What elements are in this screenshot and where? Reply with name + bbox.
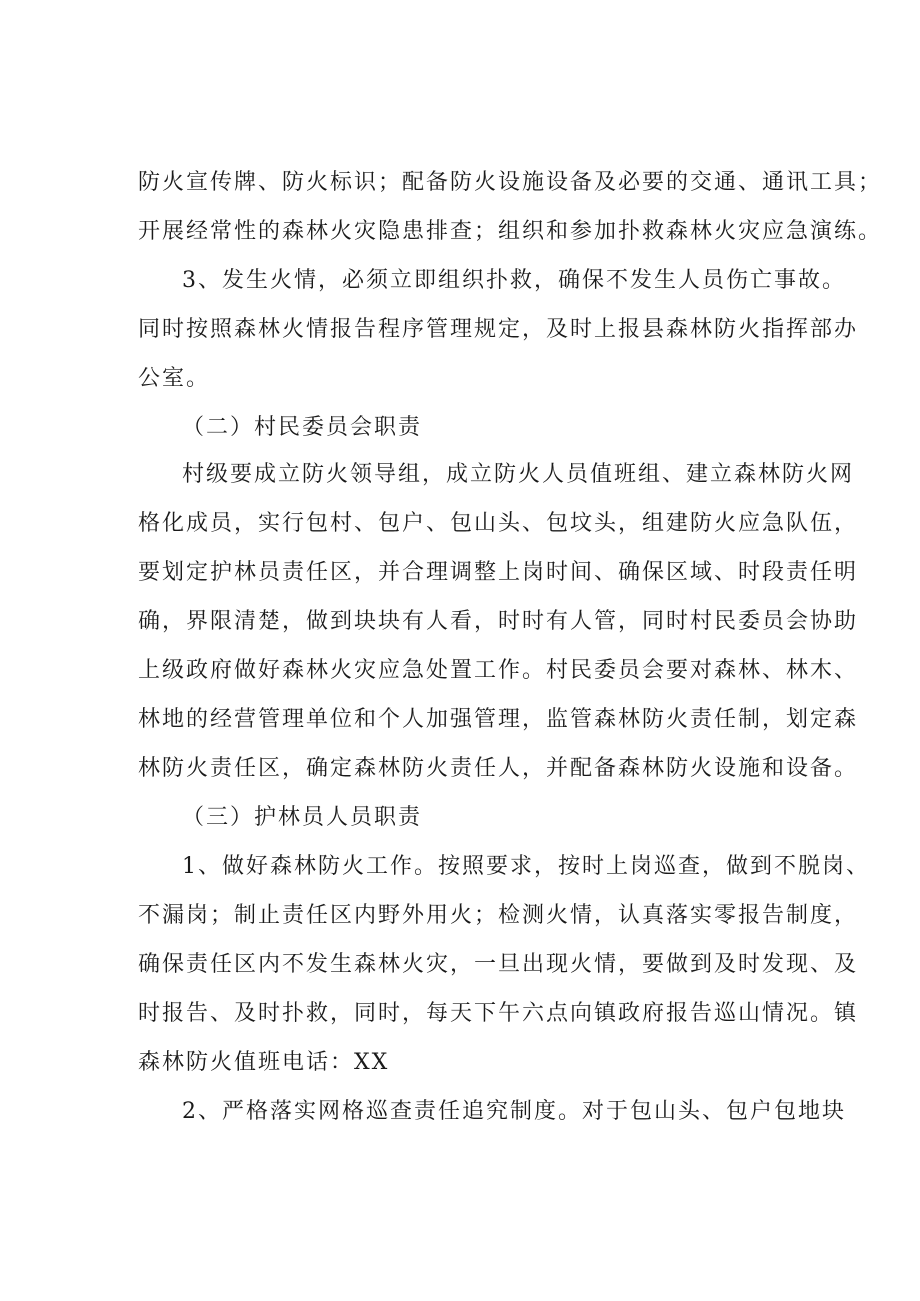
section-heading: （三）护林员人员职责 xyxy=(182,805,423,830)
body-text-line: 同时按照森林火情报告程序管理规定，及时上报县森林防火指挥部办 xyxy=(138,317,859,342)
body-text-line: 时报告、及时扑救，同时，每天下午六点向镇政府报告巡山情况。镇 xyxy=(138,1001,859,1026)
body-text-line: 3、发生火情，必须立即组织扑救，确保不发生人员伤亡事故。 xyxy=(182,268,846,293)
body-text-line: 开展经常性的森林火灾隐患排查；组织和参加扑救森林火灾应急演练。 xyxy=(138,219,883,244)
body-text-line: 森林防火值班电话：XX xyxy=(138,1050,390,1075)
body-text-line: 格化成员，实行包村、包户、包山头、包坟头，组建防火应急队伍， xyxy=(138,511,859,536)
body-text-line: 2、严格落实网格巡查责任追究制度。对于包山头、包户包地块 xyxy=(182,1099,846,1124)
body-text-line: 林地的经营管理单位和个人加强管理，监管森林防火责任制，划定森 xyxy=(138,707,859,732)
body-text-line: 要划定护林员责任区，并合理调整上岗时间、确保区域、时段责任明 xyxy=(138,560,859,585)
body-text-line: 不漏岗；制止责任区内野外用火；检测火情，认真落实零报告制度， xyxy=(138,903,859,928)
section-heading: （二）村民委员会职责 xyxy=(182,415,423,440)
body-text-line: 公室。 xyxy=(138,366,211,391)
body-text-line: 确，界限清楚，做到块块有人看，时时有人管，同时村民委员会协助 xyxy=(138,609,859,634)
body-text-line: 1、做好森林防火工作。按照要求，按时上岗巡查，做到不脱岗、 xyxy=(182,854,870,879)
body-text-line: 林防火责任区，确定森林防火责任人，并配备森林防火设施和设备。 xyxy=(138,756,859,781)
body-text-line: 村级要成立防火领导组，成立防火人员值班组、建立森林防火网 xyxy=(182,462,855,487)
body-text-line: 确保责任区内不发生森林火灾，一旦出现火情，要做到及时发现、及 xyxy=(138,952,859,977)
body-text-line: 防火宣传牌、防火标识；配备防火设施设备及必要的交通、通讯工具； xyxy=(138,170,883,195)
body-text-line: 上级政府做好森林火灾应急处置工作。村民委员会要对森林、林木、 xyxy=(138,658,859,683)
